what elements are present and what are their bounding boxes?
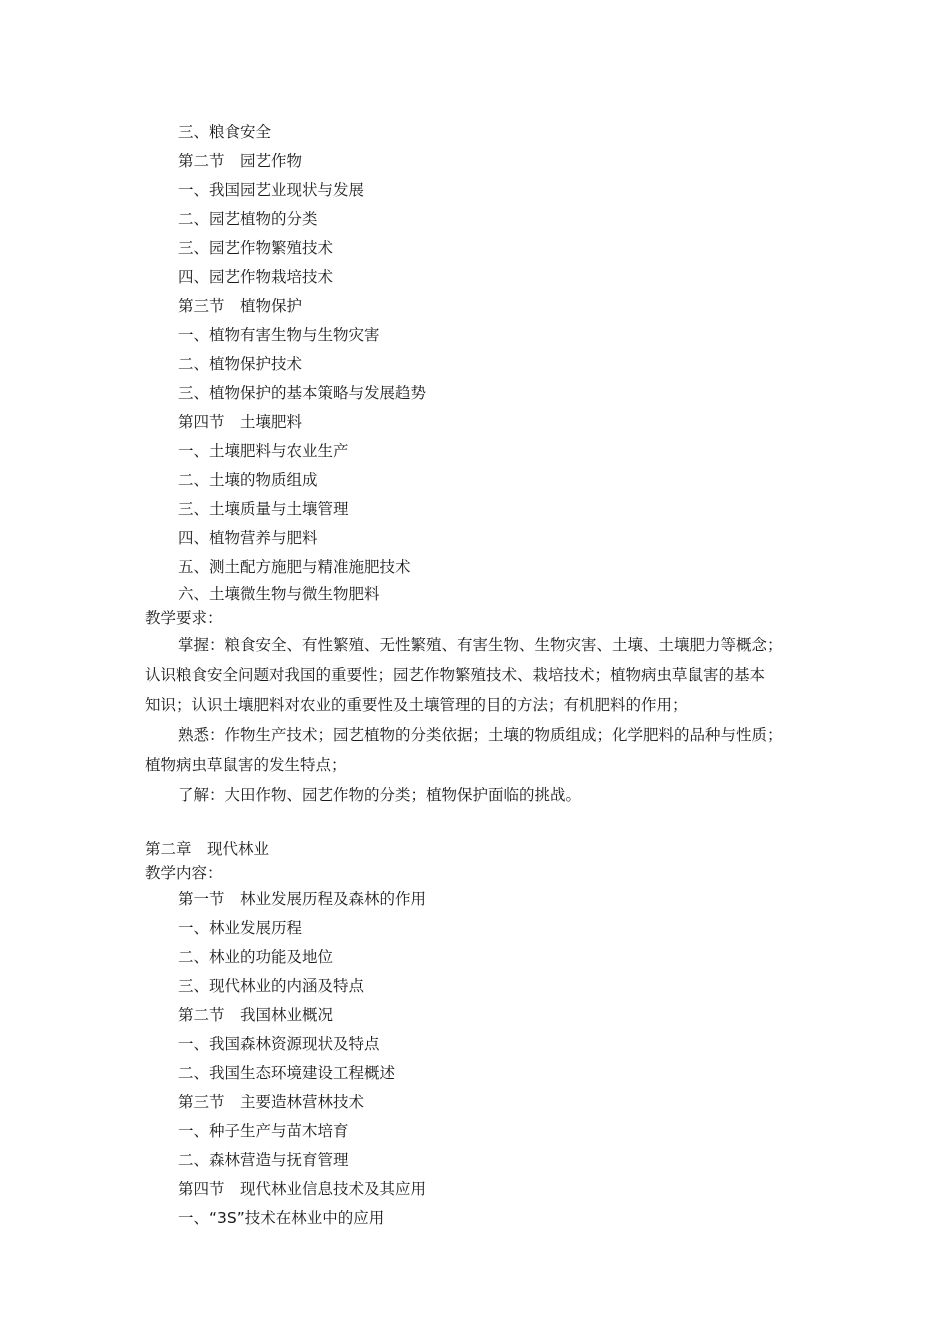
requirement-master-line3: 知识；认识土壤肥料对农业的重要性及土壤管理的目的方法；有机肥料的作用； <box>145 696 688 714</box>
section-heading: 第四节 土壤肥料 <box>178 413 303 431</box>
requirement-master-line2: 认识粮食安全问题对我国的重要性；园艺作物繁殖技术、栽培技术；植物病虫草鼠害的基本 <box>145 666 766 684</box>
requirement-familiar-line2: 植物病虫草鼠害的发生特点； <box>145 756 347 774</box>
section-heading: 第四节 现代林业信息技术及其应用 <box>178 1180 427 1198</box>
section-item: 四、园艺作物栽培技术 <box>178 268 334 286</box>
content-heading: 教学内容： <box>145 864 223 882</box>
document-page <box>145 118 815 1233</box>
section-item: 二、森林营造与抚育管理 <box>178 1151 349 1169</box>
section-item: 三、园艺作物繁殖技术 <box>178 239 334 257</box>
section-item: 一、土壤肥料与农业生产 <box>178 442 349 460</box>
requirement-familiar-line1: 熟悉：作物生产技术；园艺植物的分类依据；土壤的物质组成；化学肥料的品种与性质； <box>178 726 783 744</box>
section-item: 三、现代林业的内涵及特点 <box>178 977 365 995</box>
section-item: 一、我国森林资源现状及特点 <box>178 1035 380 1053</box>
section-item: 一、“3S”技术在林业中的应用 <box>178 1209 385 1227</box>
section-heading: 第三节 植物保护 <box>178 297 303 315</box>
spacer <box>145 810 815 837</box>
requirement-familiar <box>145 720 815 780</box>
section-item: 五、测土配方施肥与精准施肥技术 <box>178 558 411 576</box>
section-item: 六、土壤微生物与微生物肥料 <box>178 585 380 603</box>
section-item: 四、植物营养与肥料 <box>178 529 318 547</box>
requirement-understand: 了解：大田作物、园艺作物的分类；植物保护面临的挑战。 <box>178 786 582 804</box>
requirements-heading: 教学要求： <box>145 609 223 627</box>
section-item: 一、我国园艺业现状与发展 <box>178 181 365 199</box>
requirement-master-line1: 掌握：粮食安全、有性繁殖、无性繁殖、有害生物、生物灾害、土壤、土壤肥力等概念； <box>178 636 783 654</box>
section-heading: 第一节 林业发展历程及森林的作用 <box>178 890 427 908</box>
section-item: 三、土壤质量与土壤管理 <box>178 500 349 518</box>
section-item: 一、种子生产与苗木培育 <box>178 1122 349 1140</box>
section-item: 三、粮食安全 <box>178 123 272 141</box>
section-item: 二、土壤的物质组成 <box>178 471 318 489</box>
section-item: 二、植物保护技术 <box>178 355 303 373</box>
section-item: 二、林业的功能及地位 <box>178 948 334 966</box>
chapter-title: 第二章 现代林业 <box>145 840 270 858</box>
section-item: 一、林业发展历程 <box>178 919 303 937</box>
section-heading: 第二节 园艺作物 <box>178 152 303 170</box>
section-heading: 第三节 主要造林营林技术 <box>178 1093 365 1111</box>
section-item: 二、园艺植物的分类 <box>178 210 318 228</box>
section-heading: 第二节 我国林业概况 <box>178 1006 334 1024</box>
requirement-master <box>145 630 815 720</box>
section-item: 二、我国生态环境建设工程概述 <box>178 1064 396 1082</box>
section-item: 一、植物有害生物与生物灾害 <box>178 326 380 344</box>
section-item: 三、植物保护的基本策略与发展趋势 <box>178 384 427 402</box>
